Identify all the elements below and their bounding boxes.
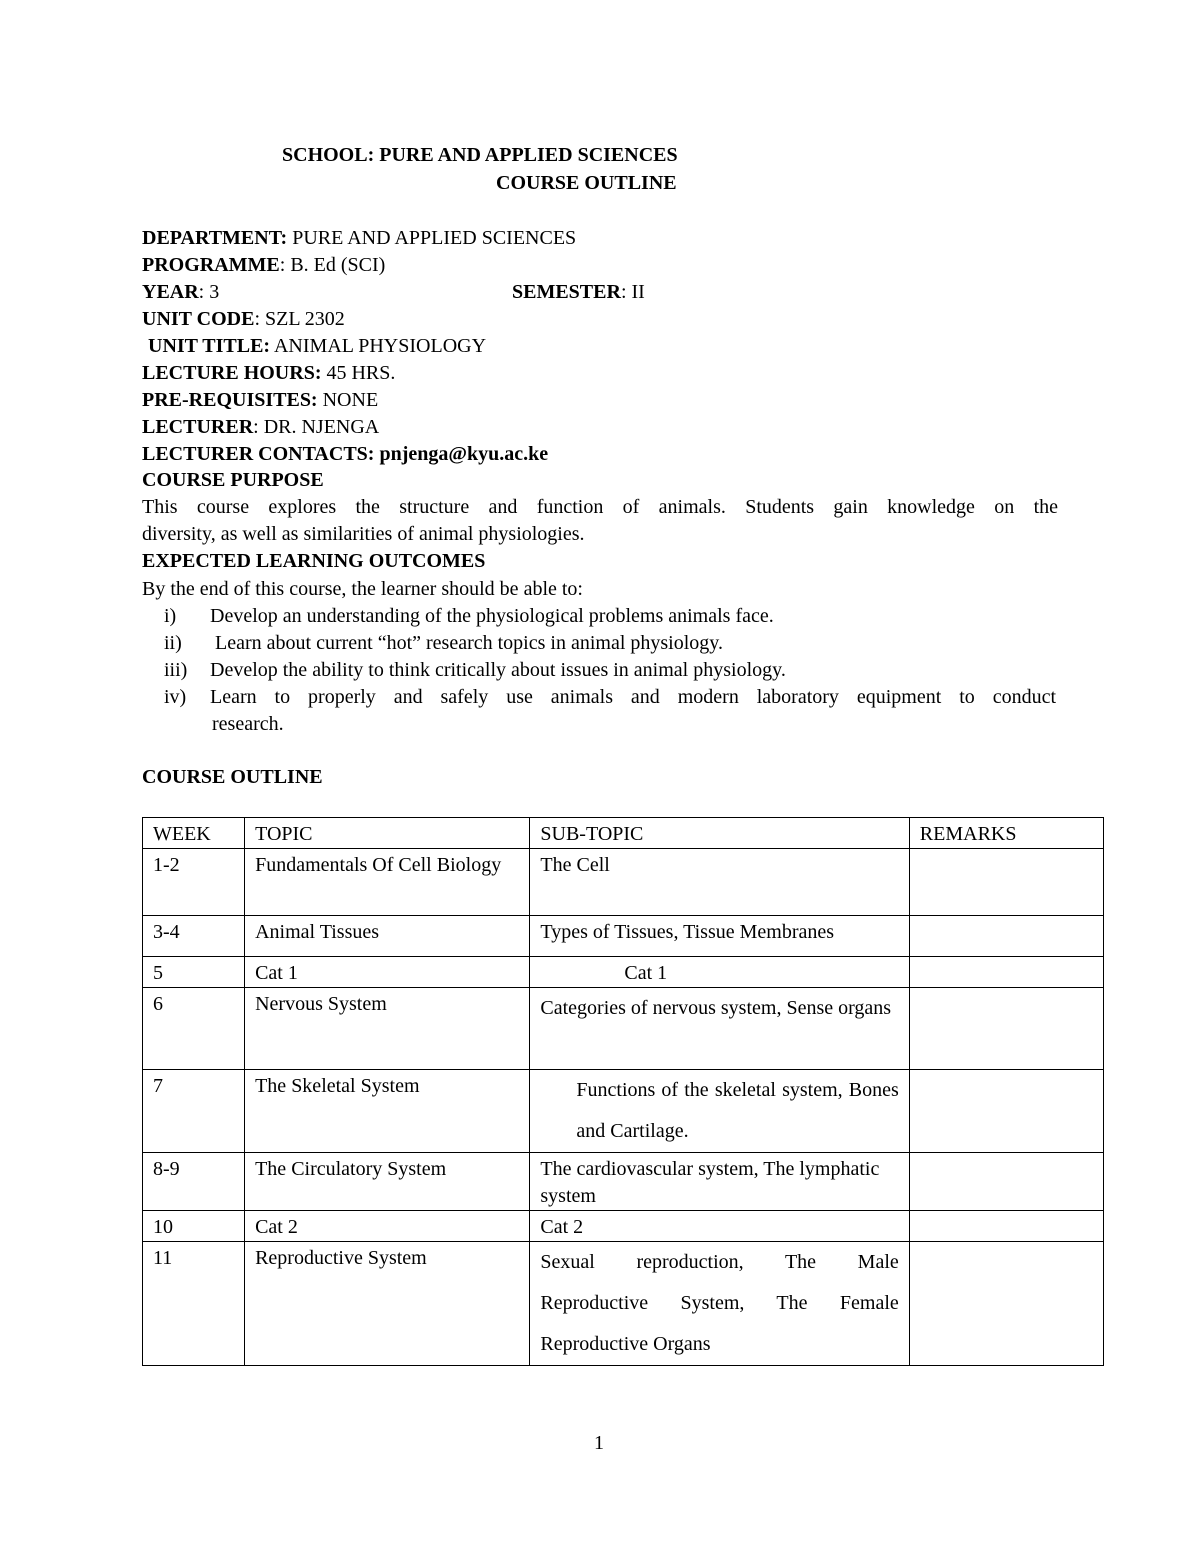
topic-cell: Cat 1 [245, 957, 530, 988]
unit-code-value: : SZL 2302 [254, 308, 345, 330]
table-row [143, 916, 1104, 957]
learning-outcomes-heading: EXPECTED LEARNING OUTCOMES [142, 550, 486, 572]
outcome-item [164, 684, 1058, 711]
table-row [143, 957, 1104, 988]
lecturer-label: LECTURER [142, 416, 254, 438]
lecture-hours-value: 45 HRS. [321, 362, 396, 384]
year-label: YEAR [142, 281, 199, 303]
lecturer-value: : DR. NJENGA [253, 416, 380, 438]
week-cell: 1-2 [143, 849, 245, 916]
topic-cell: Reproductive System [245, 1242, 530, 1366]
subtopic-cell: Sexual reproduction, The Male Reproductive System, The Female Reproductive Organs [530, 1242, 909, 1366]
topic-cell: Animal Tissues [245, 916, 530, 957]
week-cell: 10 [143, 1211, 245, 1242]
outcome-number: ii) [164, 632, 182, 654]
table-row [143, 1070, 1104, 1153]
unit-title-label: UNIT TITLE: [148, 335, 271, 357]
subtopic-cell: Categories of nervous system, Sense organs [530, 988, 909, 1070]
column-header-week: WEEK [143, 818, 245, 849]
year-field [142, 280, 219, 304]
outcome-text: Develop the ability to think critically about issues in animal physiology. [210, 659, 786, 681]
remarks-cell [909, 957, 1103, 988]
department-value: PURE AND APPLIED SCIENCES [287, 227, 577, 249]
outcome-item [164, 603, 1058, 630]
document-title: COURSE OUTLINE [496, 172, 677, 194]
programme-value: : B. Ed (SCI) [279, 254, 386, 276]
department-label: DEPARTMENT: [142, 227, 288, 249]
table-row [143, 1211, 1104, 1242]
prerequisites-field [142, 388, 378, 412]
outcome-number: iii) [164, 659, 188, 681]
table-row [143, 988, 1104, 1070]
unit-title-field [148, 334, 486, 358]
subtopic-cell: Cat 2 [530, 1211, 909, 1242]
semester-field [512, 280, 645, 304]
table-row [143, 1153, 1104, 1211]
table-header-row [143, 818, 1104, 849]
outcome-item [164, 657, 1058, 684]
course-purpose-line-2: diversity, as well as similarities of animal physiologies. [142, 523, 585, 545]
semester-label: SEMESTER [512, 281, 621, 303]
semester-value: : II [620, 281, 645, 303]
subtopic-cell: The Cell [530, 849, 909, 916]
column-header-remarks: REMARKS [909, 818, 1103, 849]
lecturer-contacts-field [142, 442, 548, 466]
lecture-hours-field [142, 361, 395, 385]
subtopic-cell: Functions of the skeletal system, Bones and Cartilage. [530, 1070, 909, 1153]
week-cell: 11 [143, 1242, 245, 1366]
lecture-hours-label: LECTURE HOURS: [142, 362, 322, 384]
unit-code-field [142, 307, 345, 331]
remarks-cell [909, 1070, 1103, 1153]
table-row [143, 849, 1104, 916]
outcome-text: Learn about current “hot” research topics in animal physiology. [210, 632, 723, 654]
course-outline-table [142, 817, 1104, 1366]
school-heading: SCHOOL: PURE AND APPLIED SCIENCES [282, 144, 678, 166]
course-outline-heading: COURSE OUTLINE [142, 766, 323, 788]
column-header-topic: TOPIC [245, 818, 530, 849]
unit-title-value: ANIMAL PHYSIOLOGY [270, 335, 487, 357]
course-purpose-heading: COURSE PURPOSE [142, 469, 324, 491]
outcome-item [164, 630, 1058, 657]
outcome-text: Develop an understanding of the physiological problems animals face. [210, 605, 774, 627]
week-cell: 7 [143, 1070, 245, 1153]
topic-cell: Nervous System [245, 988, 530, 1070]
topic-cell: The Circulatory System [245, 1153, 530, 1211]
week-cell: 5 [143, 957, 245, 988]
remarks-cell [909, 849, 1103, 916]
programme-label: PROGRAMME [142, 254, 280, 276]
week-cell: 3-4 [143, 916, 245, 957]
lecturer-contacts-label: LECTURER CONTACTS: [142, 443, 375, 465]
lecturer-email[interactable]: pnjenga@kyu.ac.ke [374, 443, 549, 465]
learning-outcomes-intro: By the end of this course, the learner should be able to: [142, 578, 583, 600]
page-number: 1 [594, 1432, 604, 1454]
subtopic-cell: The cardiovascular system, The lymphatic system [530, 1153, 909, 1211]
prerequisites-label: PRE-REQUISITES: [142, 389, 318, 411]
week-cell: 8-9 [143, 1153, 245, 1211]
outcome-number: i) [164, 605, 177, 627]
prerequisites-value: NONE [317, 389, 379, 411]
department-field [142, 226, 576, 250]
topic-cell: Fundamentals Of Cell Biology [245, 849, 530, 916]
outcome-number: iv) [164, 686, 187, 708]
subtopic-cell: Cat 1 [530, 957, 909, 988]
table-row [143, 1242, 1104, 1366]
outcome-text: Learn to properly and safely use animals and modern laboratory equipment to conduct [210, 686, 1056, 708]
week-cell: 6 [143, 988, 245, 1070]
outcome-item-continuation: research. [212, 713, 284, 735]
topic-cell: Cat 2 [245, 1211, 530, 1242]
lecturer-field [142, 415, 379, 439]
year-value: : 3 [198, 281, 220, 303]
programme-field [142, 253, 385, 277]
remarks-cell [909, 988, 1103, 1070]
course-purpose-line-1: This course explores the structure and function of animals. Students gain knowledge on the [142, 496, 1058, 518]
unit-code-label: UNIT CODE [142, 308, 255, 330]
remarks-cell [909, 916, 1103, 957]
subtopic-cell: Types of Tissues, Tissue Membranes [530, 916, 909, 957]
column-header-subtopic: SUB-TOPIC [530, 818, 909, 849]
remarks-cell [909, 1153, 1103, 1211]
topic-cell: The Skeletal System [245, 1070, 530, 1153]
remarks-cell [909, 1242, 1103, 1366]
remarks-cell [909, 1211, 1103, 1242]
